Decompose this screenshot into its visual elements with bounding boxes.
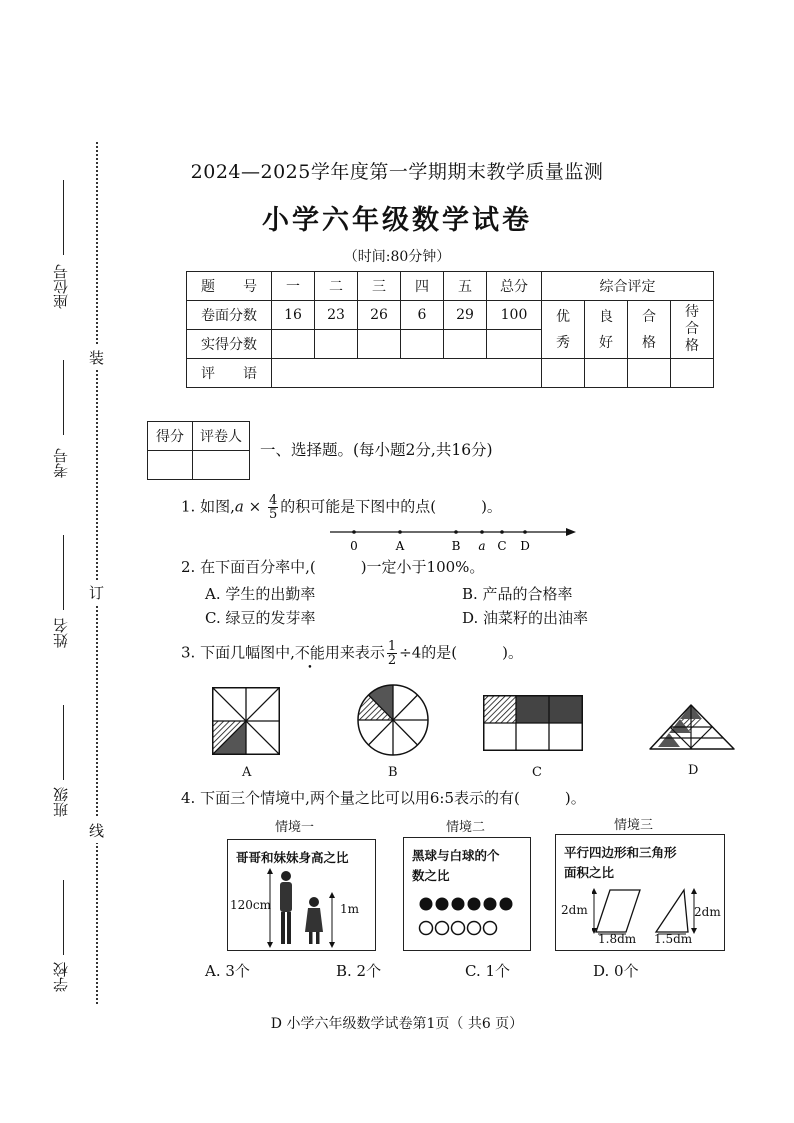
point-C bbox=[500, 530, 504, 534]
col-3: 三 bbox=[358, 272, 401, 301]
class-line bbox=[63, 705, 64, 780]
balls-figure bbox=[418, 896, 518, 938]
label-D: D bbox=[520, 539, 530, 553]
row-label-paper-score: 卷面分数 bbox=[187, 301, 272, 330]
eval-cell-1 bbox=[542, 359, 585, 388]
row-label-comment: 评 语 bbox=[187, 359, 272, 388]
label-a: a bbox=[478, 539, 486, 553]
eval-cell-2 bbox=[585, 359, 628, 388]
score-header: 得分 bbox=[148, 422, 193, 451]
figure-b-label: B bbox=[388, 765, 398, 780]
parallelogram-base: 1.8dm bbox=[598, 932, 637, 946]
figure-b-circle bbox=[356, 683, 430, 757]
q2-option-d[interactable]: D. 油菜籽的出油率 bbox=[462, 609, 589, 627]
label-B: B bbox=[451, 539, 461, 553]
grader-header: 评卷人 bbox=[193, 422, 250, 451]
figure-c-rectangle bbox=[483, 695, 583, 751]
q4-option-a[interactable]: A. 3个 bbox=[205, 962, 250, 980]
score-5: 29 bbox=[444, 301, 487, 330]
scene-1-right-height: 1m bbox=[340, 902, 360, 916]
actual-score-5[interactable] bbox=[444, 330, 487, 359]
binding-mark-ding: 订 bbox=[89, 580, 104, 605]
label-A: A bbox=[395, 539, 405, 553]
seat-number-label: 座位号 bbox=[52, 264, 70, 309]
exam-number-label: 考号 bbox=[52, 448, 70, 478]
parallelogram-height: 2dm bbox=[561, 903, 588, 917]
score-table bbox=[186, 271, 714, 388]
figure-a-label: A bbox=[242, 765, 252, 780]
eval-pass: 合 格 bbox=[628, 301, 671, 359]
point-A bbox=[398, 530, 402, 534]
school-line bbox=[63, 880, 64, 955]
col-4: 四 bbox=[401, 272, 444, 301]
question-3: 3. 下面几幅图中,不能用来表示 $\frac{1}{2}$ ÷4的是( )。 bbox=[181, 639, 523, 668]
actual-score-3[interactable] bbox=[358, 330, 401, 359]
grader-box bbox=[147, 421, 250, 480]
score-2: 23 bbox=[315, 301, 358, 330]
scene-1-box bbox=[227, 839, 376, 951]
figure-d-triangle bbox=[648, 703, 738, 751]
point-a bbox=[480, 530, 484, 534]
triangle-base: 1.5dm bbox=[654, 932, 693, 946]
col-5: 五 bbox=[444, 272, 487, 301]
col-total: 总分 bbox=[487, 272, 542, 301]
scene-3-box bbox=[555, 834, 725, 951]
figure-a-square bbox=[212, 687, 280, 755]
scene-2-caption: 黑球与白球的个 数之比 bbox=[412, 848, 500, 883]
exam-time: （时间:80分钟） bbox=[343, 249, 451, 265]
exam-number-line bbox=[63, 360, 64, 435]
comment-cell[interactable] bbox=[272, 359, 542, 388]
scene-1-left-height: 120cm bbox=[230, 898, 272, 912]
binding-dotted-line bbox=[96, 142, 98, 1004]
scene-1-head: 情境一 bbox=[275, 820, 315, 835]
school-label: 学校 bbox=[52, 962, 70, 992]
eval-cell-3 bbox=[628, 359, 671, 388]
eval-cell-4 bbox=[671, 359, 714, 388]
eval-needs-work: 待 合 格 bbox=[671, 301, 714, 359]
scene-2-box bbox=[403, 837, 531, 951]
class-label: 班级 bbox=[52, 787, 70, 817]
point-D bbox=[523, 530, 527, 534]
q4-option-b[interactable]: B. 2个 bbox=[336, 962, 382, 980]
scene-2-head: 情境二 bbox=[446, 820, 486, 835]
q4-option-c[interactable]: C. 1个 bbox=[465, 962, 511, 980]
row-label-question: 题 号 bbox=[187, 272, 272, 301]
triangle-height: 2dm bbox=[694, 905, 721, 919]
actual-score-1[interactable] bbox=[272, 330, 315, 359]
q2-option-b[interactable]: B. 产品的合格率 bbox=[462, 585, 573, 603]
figure-c-label: C bbox=[532, 765, 542, 780]
scene-1-caption: 哥哥和妹妹身高之比 bbox=[236, 850, 349, 865]
scene-3-caption: 平行四边形和三角形 面积之比 bbox=[564, 845, 677, 880]
col-2: 二 bbox=[315, 272, 358, 301]
scene-3-head: 情境三 bbox=[614, 818, 654, 833]
emphasis-not: 不能 bbox=[294, 643, 325, 662]
eval-title: 综合评定 bbox=[542, 272, 714, 301]
eval-good: 良 好 bbox=[585, 301, 628, 359]
score-4: 6 bbox=[401, 301, 444, 330]
section-score-cell[interactable] bbox=[148, 451, 193, 480]
point-0 bbox=[352, 530, 356, 534]
question-2: 2. 在下面百分率中,( )一定小于100%。 bbox=[181, 558, 485, 576]
section-1-title: 一、选择题。(每小题2分,共16分) bbox=[260, 441, 493, 459]
page-footer: D 小学六年级数学试卷第1页（ 共6 页） bbox=[270, 1016, 524, 1032]
point-B bbox=[454, 530, 458, 534]
col-1: 一 bbox=[272, 272, 315, 301]
exam-super-title: 2024—2025学年度第一学期期末教学质量监测 bbox=[190, 161, 604, 183]
label-0: 0 bbox=[350, 539, 358, 553]
label-C: C bbox=[497, 539, 507, 553]
figure-d-label: D bbox=[688, 763, 699, 778]
q4-option-d[interactable]: D. 0个 bbox=[593, 962, 639, 980]
score-1: 16 bbox=[272, 301, 315, 330]
q2-option-c[interactable]: C. 绿豆的发芽率 bbox=[205, 609, 316, 627]
actual-score-2[interactable] bbox=[315, 330, 358, 359]
shapes-figure bbox=[592, 887, 702, 937]
name-label: 姓名 bbox=[52, 618, 70, 648]
exam-title: 小学六年级数学试卷 bbox=[262, 205, 532, 236]
actual-score-total[interactable] bbox=[487, 330, 542, 359]
grader-cell[interactable] bbox=[193, 451, 250, 480]
score-3: 26 bbox=[358, 301, 401, 330]
name-line bbox=[63, 535, 64, 610]
eval-excellent: 优 秀 bbox=[542, 301, 585, 359]
q2-option-a[interactable]: A. 学生的出勤率 bbox=[205, 585, 316, 603]
question-4: 4. 下面三个情境中,两个量之比可以用6:5表示的有( )。 bbox=[181, 789, 586, 807]
actual-score-4[interactable] bbox=[401, 330, 444, 359]
siblings-figure bbox=[266, 866, 338, 948]
binding-mark-xian: 线 bbox=[89, 818, 104, 843]
row-label-actual-score: 实得分数 bbox=[187, 330, 272, 359]
number-line bbox=[330, 522, 580, 554]
question-1: 1. 如图,a × $\frac{4}{5}$ 的积可能是下图中的点( )。 bbox=[181, 493, 502, 522]
score-total: 100 bbox=[487, 301, 542, 330]
binding-mark-zhuang: 装 bbox=[89, 345, 104, 370]
number-line-arrow bbox=[566, 528, 576, 536]
